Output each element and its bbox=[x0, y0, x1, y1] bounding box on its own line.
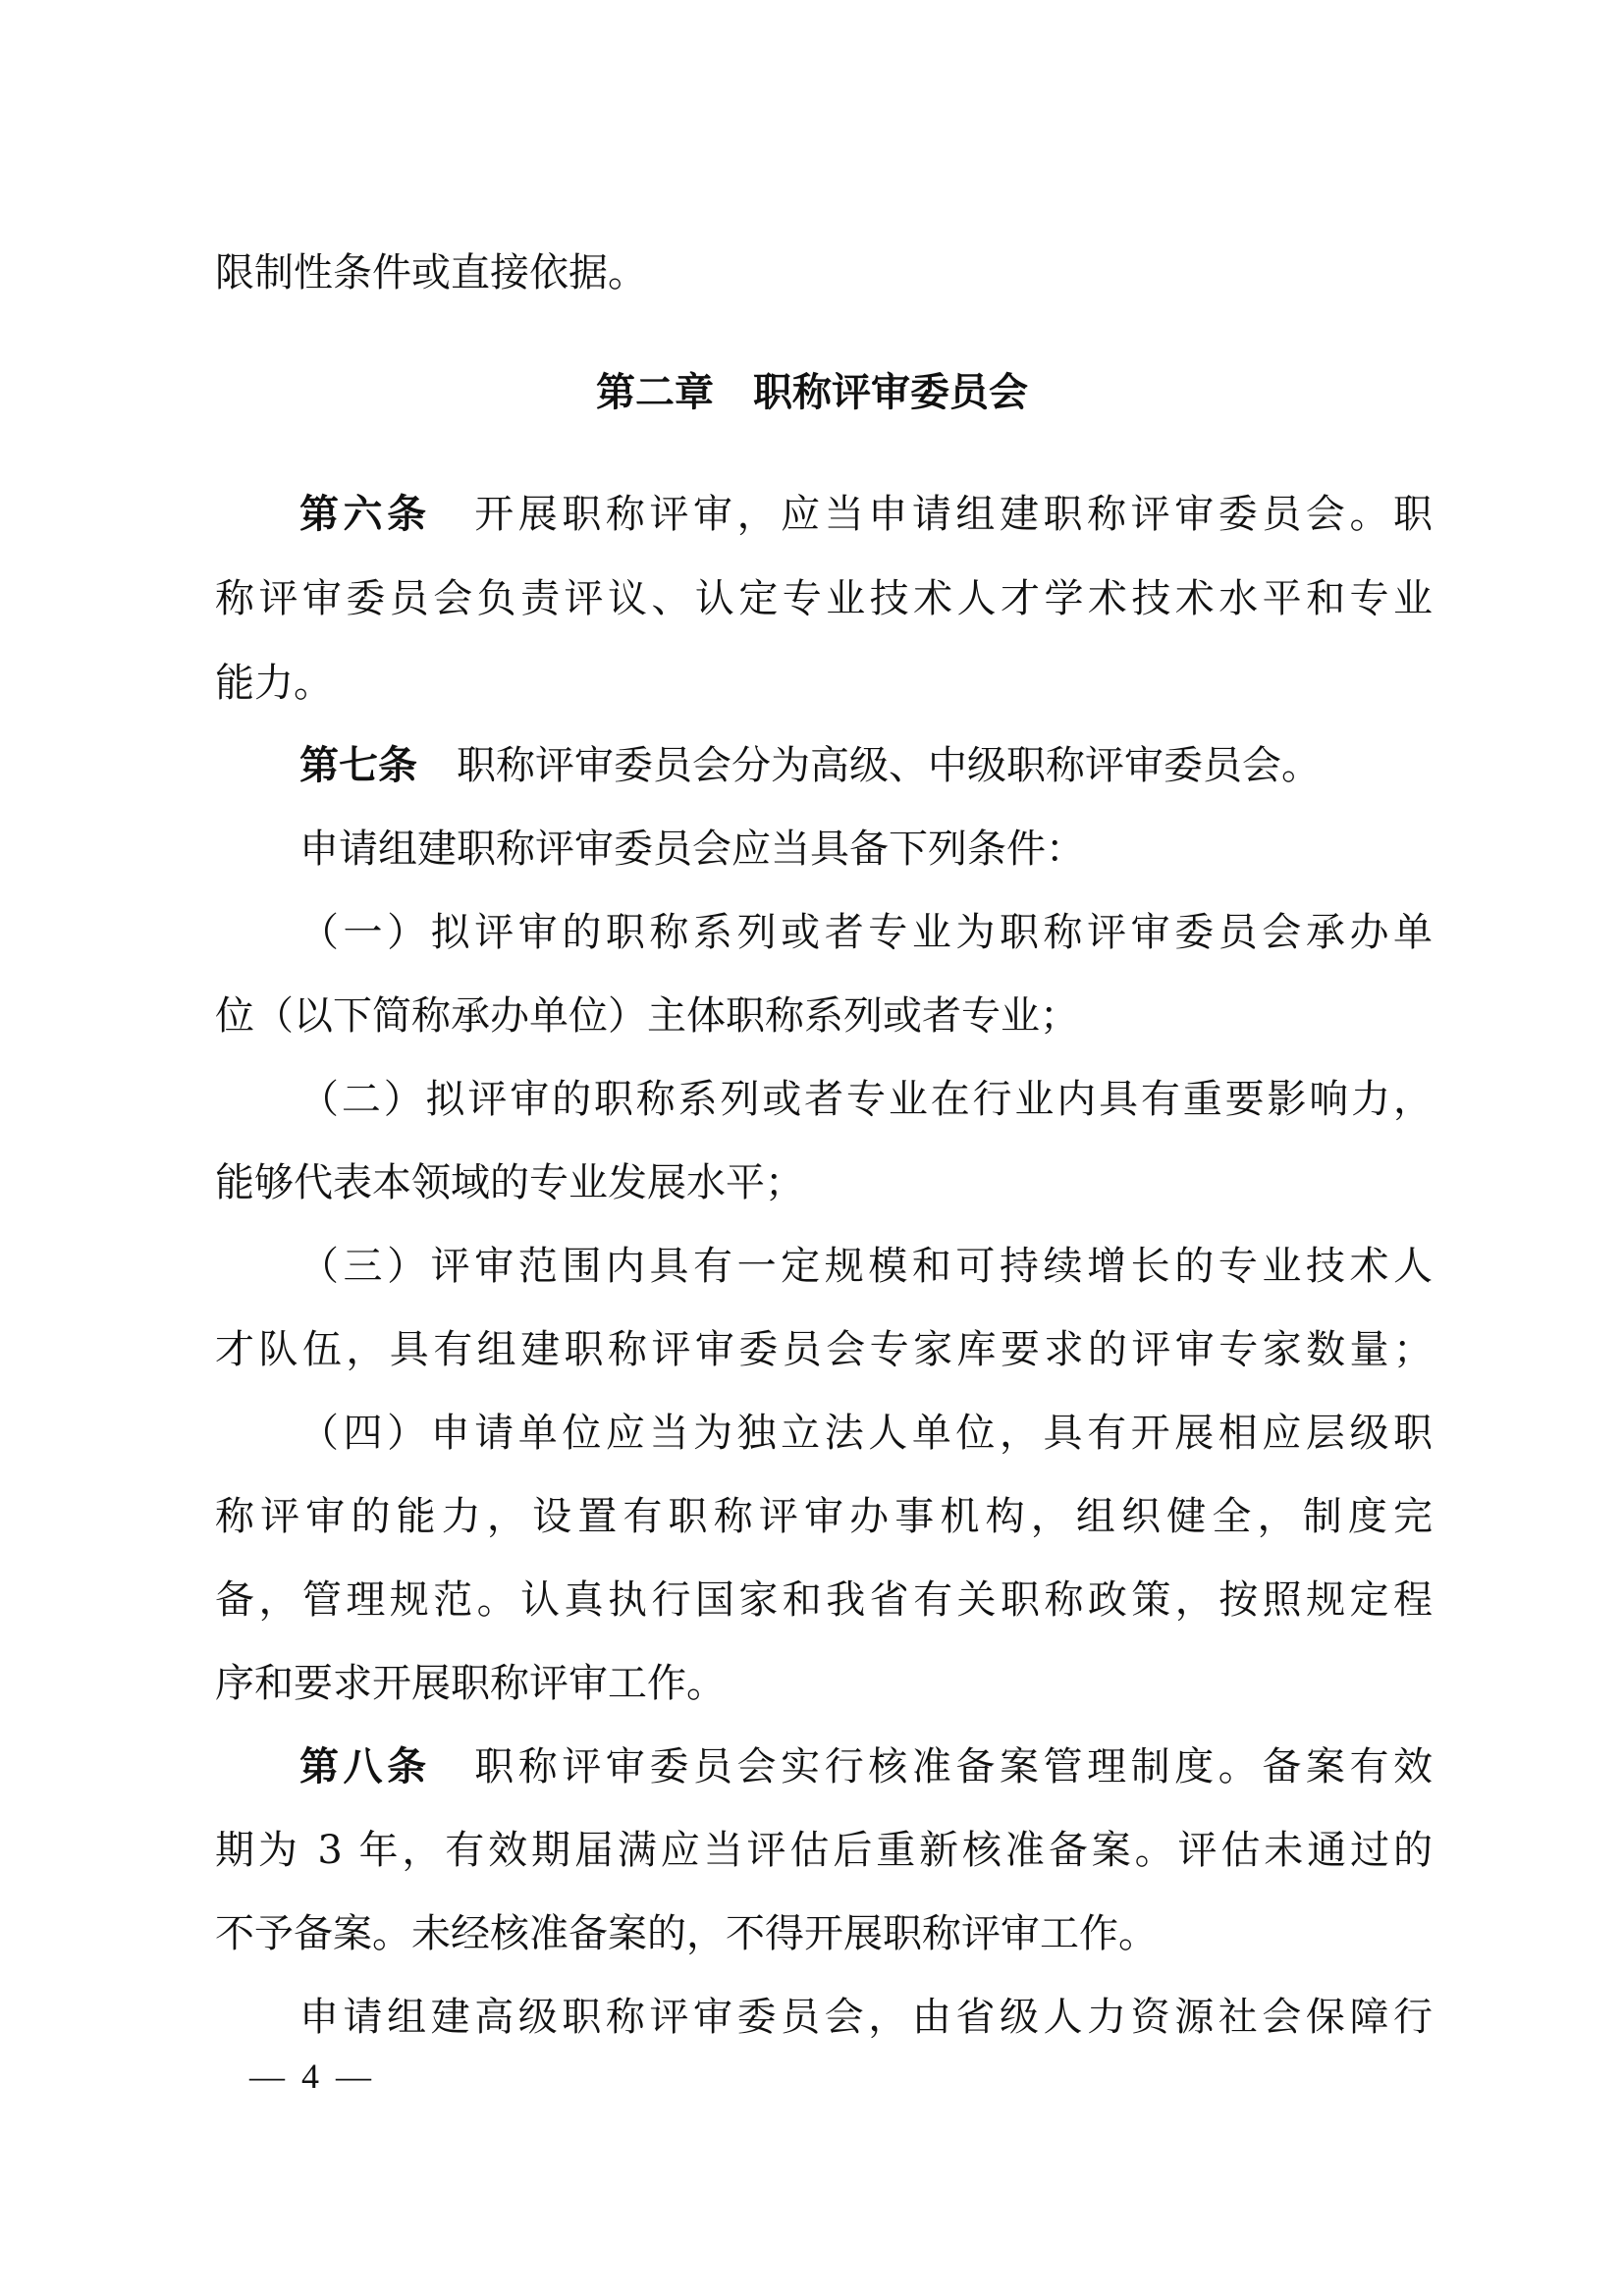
article-label: 第六条 bbox=[299, 492, 431, 537]
article-text: 开展职称评审，应当申请组建职称评审委员会。职 bbox=[469, 492, 1434, 537]
text-line: 期为 3 年，有效期届满应当评估后重新核准备案。评估未通过的 bbox=[215, 1828, 1433, 1873]
article-6-first-line bbox=[299, 487, 1433, 542]
text-line: 不予备案。未经核准备案的，不得开展职称评审工作。 bbox=[215, 1911, 1158, 1956]
article-8-first-line bbox=[299, 1739, 1433, 1794]
chapter-heading bbox=[0, 365, 1624, 420]
condition-2-line: （二）拟评审的职称系列或者专业在行业内具有重要影响力， bbox=[299, 1077, 1433, 1122]
condition-3-line: （三）评审范围内具有一定规模和可持续增长的专业技术人 bbox=[299, 1244, 1433, 1289]
page-number: — 4 — bbox=[249, 2056, 375, 2096]
condition-4-line: （四）申请单位应当为独立法人单位，具有开展相应层级职 bbox=[299, 1411, 1433, 1456]
article-text: 职称评审委员会分为高级、中级职称评审委员会。 bbox=[457, 743, 1321, 788]
text-line: 能力。 bbox=[215, 661, 333, 706]
article-label: 第八条 bbox=[299, 1744, 431, 1789]
chapter-title: 职称评审委员会 bbox=[753, 370, 1028, 415]
article-7-first-line bbox=[299, 738, 1433, 793]
text-line: 申请组建高级职称评审委员会，由省级人力资源社会保障行 bbox=[299, 1995, 1433, 2040]
chapter-number: 第二章 bbox=[596, 370, 714, 415]
condition-1-line: 位（以下简称承办单位）主体职称系列或者专业； bbox=[215, 993, 1079, 1039]
article-label: 第七条 bbox=[299, 743, 417, 788]
condition-3-line: 才队伍，具有组建职称评审委员会专家库要求的评审专家数量； bbox=[215, 1327, 1433, 1372]
text-line: 申请组建职称评审委员会应当具备下列条件： bbox=[299, 827, 1085, 872]
article-text: 职称评审委员会实行核准备案管理制度。备案有效 bbox=[469, 1744, 1434, 1789]
condition-4-line: 序和要求开展职称评审工作。 bbox=[215, 1661, 726, 1706]
condition-2-line: 能够代表本领域的专业发展水平； bbox=[215, 1160, 804, 1205]
condition-1-line: （一）拟评审的职称系列或者专业为职称评审委员会承办单 bbox=[299, 910, 1433, 955]
text-line: 限制性条件或直接依据。 bbox=[215, 250, 647, 295]
condition-4-line: 备，管理规范。认真执行国家和我省有关职称政策，按照规定程 bbox=[215, 1577, 1433, 1623]
condition-4-line: 称评审的能力，设置有职称评审办事机构，组织健全，制度完 bbox=[215, 1494, 1433, 1539]
text-line: 称评审委员会负责评议、认定专业技术人才学术技术水平和专业 bbox=[215, 576, 1433, 621]
